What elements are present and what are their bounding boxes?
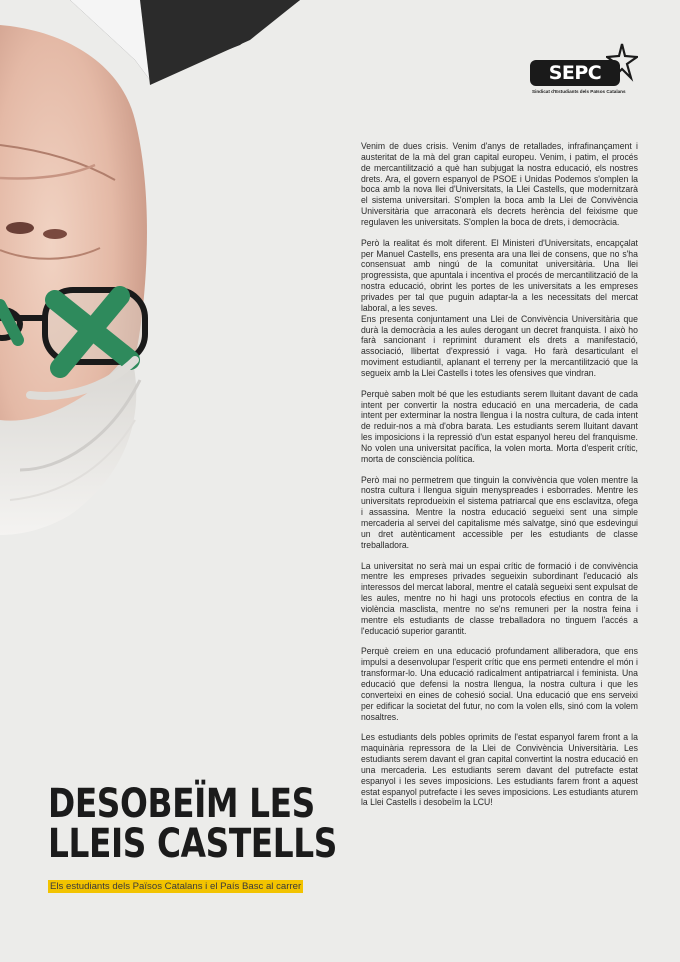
tagline: Els estudiants dels Països Catalans i el País Basc al carrer [50,881,302,892]
article-paragraph: Però la realitat és molt diferent. El Ministeri d'Universitats, encapçalat per Manuel Castells, ens presenta ara una llei de consens, que no s'ha consensuat amb ningú de la comunitat universitària. Una llei progressista, que apuntala i incentiva el procés de mercantilització de la nostra educació, obrint les portes de les universitats a les empreses privades per tal que puguin adaptar-la a les necessitats del mercat laboral, a les seves. [361,237,638,313]
page-title [48,781,348,867]
headline-line-2: LLEIS CASTELLS [48,821,337,867]
portrait-image [0,0,330,560]
sepc-logo [526,42,638,102]
article-paragraph: Ens presenta conjuntament una Llei de Convivència Universitària que durà la democràcia a les aules derogant un decret franquista. I això ho farà sancionant i reprimint durament els drets a manifestació, associació, llibertat d'expressió i vaga. Ho farà desarticulant el moviment estudiantil, aplanant el terreny per la mercantilització que la segueix amb la Llei Castells i totes les ofensives que vindran. [361,313,638,378]
logo-subtitle: Sindicat d'Estudiants dels Països Catalans [532,89,626,94]
article-paragraph: Venim de dues crisis. Venim d'anys de retallades, infrafinançament i austeritat de la mà del gran capital europeu. Venim, i patim, el procés de mercantilització a què han subjugat la nostra educació, els nostres drets. Ara, el govern espanyol de PSOE i Unidas Podemos s'omplen la boca amb la nova llei d'Universitats, la Llei Castells, que modernitzarà el sistema universitari. S'omplen la boca amb la Llei de Convivència Universitària que arraconarà els decrets herència del feixisme que regulaven les universitats. S'omplen la boca de drets, i democràcia. [361,141,638,227]
article-paragraph: Perquè creiem en una educació profundament alliberadora, que ens impulsi a desenvolupar l'esperit crític que ens permeti entendre el món i transformar-lo. Una educació radicalment antipatriarcal i feminista. Una educació que defensi la nostra llengua, la nostra cultura i que les converteixi en eines de cohesió social. Una educació que ens serveixi per edificar la societat del futur, no com la volen ells, sinó com la volem nosaltres. [361,646,638,722]
headline-line-1: DESOBEÏM LES [48,781,315,827]
article-paragraph: Però mai no permetrem que tinguin la convivència que volen mentre la nostra cultura i llengua siguin menyspreades i esborrades. Mentre les universitats reprodueixin el sistema patriarcal que ens esclavitza, ofega i assassina. Mentre la nostra educació segueixi sent una simple mercaderia al servei del capitalisme més salvatge, sinó que esdevingui un dret autènticament accessible per les estudiants de classe treballadora. [361,474,638,550]
article-paragraph: La universitat no serà mai un espai crític de formació i de convivència mentre les empreses privades segueixin subordinant l'educació als interessos del mercat laboral, mentre el català segueixi sent expulsat de les aules, mentre no hi hagi uns protocols efectius en contra de la violència masclista, mentre no se'ns remuneri per la nostra feina i mentre els estudiants de classe treballadora no tinguem l'accés a l'educació superior garantit. [361,560,638,636]
article-paragraph: Perquè saben molt bé que les estudiants serem lluitant davant de cada intent per convertir la nostra educació en una mercaderia, de cada intent per exterminar la nostra llengua i la nostra cultura, de cada intent de reduir-nos a mà d'obra barata. Les estudiants serem lluitant davant les imposicions i la repressió d'un estat espanyol hereu del franquisme. No volen una universitat pacífica, la volen morta. Morta d'esperit crític, morta de consciència política. [361,388,638,464]
article-paragraph: Les estudiants dels pobles oprimits de l'estat espanyol farem front a la maquinària repressora de la Llei de Convivència Universitària. Les estudiants serem davant el gran capital convertint la nostra educació en una mercaderia. Les estudiants serem davant del putrefacte estat espanyol i les seves imposicions. Les estudiants farem front a aquest estat espanyol putrefacte i les seves imposicions. Les estudiants aturem la Llei Castells i desobeïm la LCU! [361,732,638,808]
logo-wordmark: SEPC [530,60,620,86]
article-body [361,141,638,818]
